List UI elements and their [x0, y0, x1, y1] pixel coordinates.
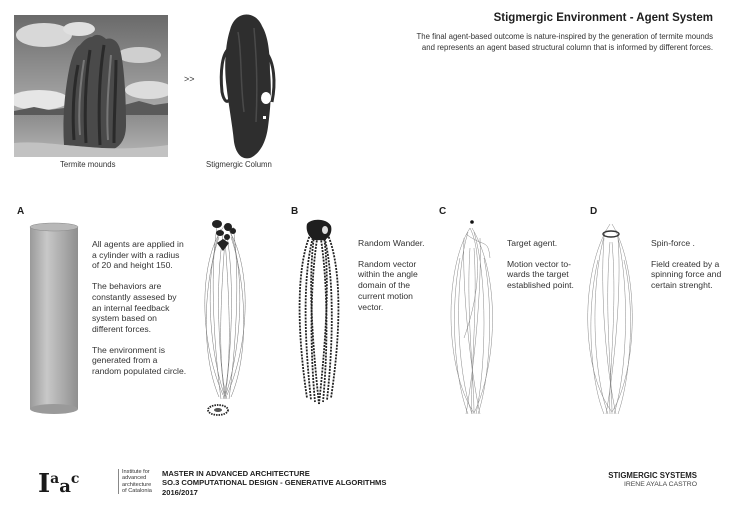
- panel-c-label: C: [439, 206, 447, 217]
- panel-b-agent-trails: [293, 218, 345, 418]
- iaac-institute-name: [118, 469, 152, 494]
- logo-sub-line-1: Institute for: [122, 469, 150, 475]
- panel-a-label: A: [17, 206, 25, 217]
- panel-a-text-1: All agents are applied in a cylinder with a radius of 20 and height 150.: [92, 239, 184, 271]
- intro-line-2: and represents an agent based structural column that is informed by different forces.: [421, 42, 713, 52]
- intro-text: [353, 32, 713, 53]
- iaac-logo: Iaac: [38, 469, 80, 499]
- panel-c-text-2: Motion vector to-wards the target established point.: [507, 258, 574, 291]
- stigmergic-column-caption: Stigmergic Column: [206, 160, 272, 169]
- program-name: MASTER IN ADVANCED ARCHITECTURE: [162, 469, 310, 478]
- panel-c-text-1: Target agent.: [507, 238, 558, 248]
- panel-d-agent-trails: [580, 220, 642, 425]
- panel-d-text-2: Field created by a spinning force and certain strenght.: [651, 258, 722, 291]
- panel-a-text-3: The environment is generated from a random populated circle.: [92, 344, 187, 377]
- project-name: STIGMERGIC SYSTEMS: [608, 471, 697, 480]
- course-name: SO.3 COMPUTATIONAL DESIGN - GENERATIVE ALGORITHMS: [162, 478, 387, 488]
- panel-c-agent-trails: [444, 218, 504, 423]
- logo-sub-line-2: advanced: [122, 475, 147, 482]
- termite-mound-photo: [14, 15, 168, 157]
- panel-b-text-1: Random Wander.: [358, 238, 425, 248]
- page-title: Stigmergic Environment - Agent System: [493, 12, 713, 24]
- panel-a-description: [92, 239, 187, 387]
- course-info: [162, 469, 386, 497]
- panel-b-text-2: Random vector within the angle domain of the current motion vector.: [358, 258, 418, 312]
- panel-d-description: [651, 238, 723, 301]
- panel-c-description: [507, 238, 579, 301]
- panel-d-text-1: Spin-force .: [651, 238, 695, 248]
- author-name: IRENE AYALA CASTRO: [623, 481, 697, 488]
- panel-d-label: D: [590, 206, 598, 217]
- panel-a-agent-trails: [195, 215, 255, 425]
- logo-sub-line-4: of Catalonia: [122, 487, 152, 494]
- logo-sub-line-3: architecture: [122, 481, 152, 488]
- cylinder-render: [29, 222, 79, 422]
- panel-a-text-2: The behaviors are constantly assesed by an internal feedback system based on different forces.: [92, 281, 177, 334]
- panel-b-description: [358, 238, 430, 322]
- arrow-symbol: >>: [184, 74, 195, 84]
- stigmergic-column-render: [210, 12, 282, 160]
- intro-line-1: The final agent-based outcome is nature-inspired by the generation of termite mounds: [416, 32, 713, 41]
- academic-year: 2016/2017: [162, 487, 198, 497]
- panel-b-label: B: [291, 206, 299, 217]
- termite-mounds-caption: Termite mounds: [60, 160, 116, 169]
